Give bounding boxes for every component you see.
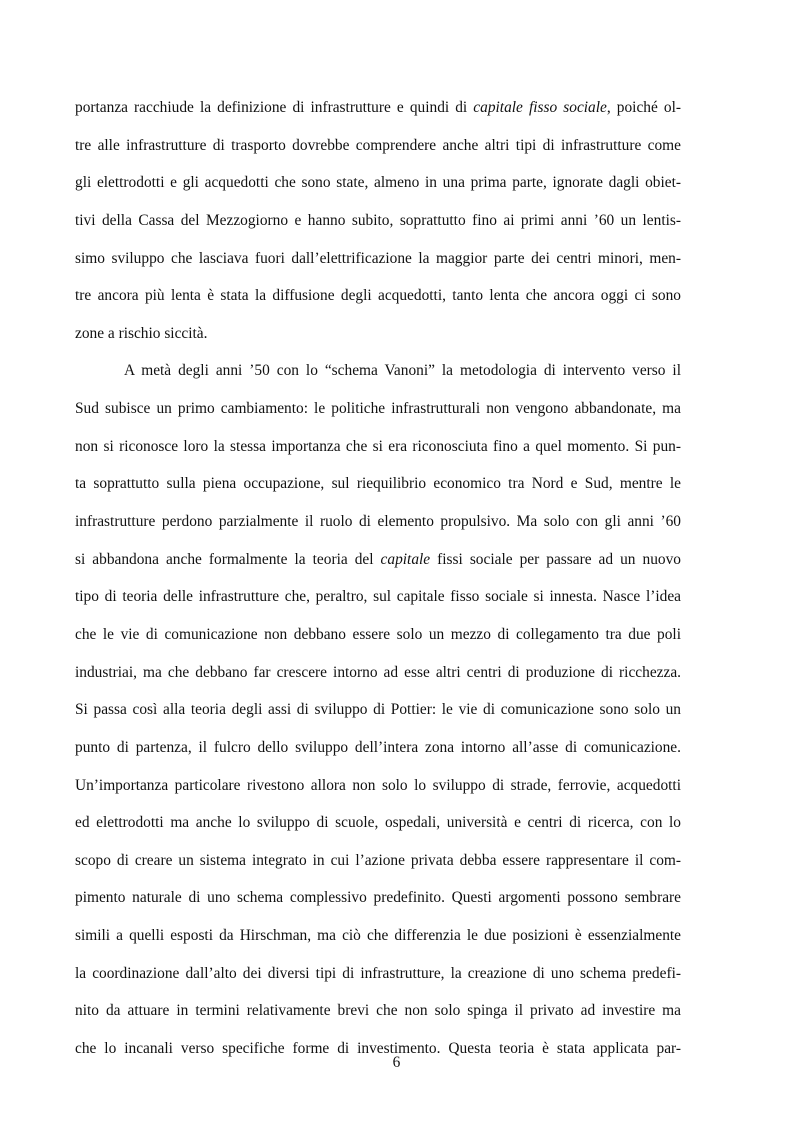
text-line <box>75 691 681 729</box>
text-segment: Si passa così alla teoria degli assi di sviluppo di Pottier: le vie di comunicazione sono solo un <box>75 701 681 719</box>
text-line <box>75 578 681 616</box>
text-segment: infrastrutture perdono parzialmente il ruolo di elemento propulsivo. Ma solo con gli anni ’60 <box>75 513 681 531</box>
text-segment: Sud subisce un primo cambiamento: le politiche infrastrutturali non vengono abbandonate, ma <box>75 400 681 418</box>
text-line <box>75 541 681 579</box>
text-line <box>75 465 681 503</box>
text-segment: fissi sociale per passare ad un nuovo <box>430 550 681 568</box>
text-segment: A metà degli anni ’50 con lo “schema Vanoni” la metodologia di intervento verso il <box>124 362 681 380</box>
text-line <box>75 240 681 278</box>
text-line <box>75 767 681 805</box>
text-line <box>75 277 681 315</box>
text-line <box>75 992 681 1030</box>
text-segment: simili a quelli esposti da Hirschman, ma ciò che differenzia le due posizioni è essenzialmente <box>75 927 681 945</box>
text-line <box>75 164 681 202</box>
page-number: 6 <box>392 1054 401 1071</box>
text-segment: pimento naturale di uno schema complessivo predefinito. Questi argomenti possono sembrare <box>75 889 681 907</box>
body-text <box>75 89 681 1068</box>
text-segment: ta soprattutto sulla piena occupazione, sul riequilibrio economico tra Nord e Sud, mentre le <box>75 475 681 493</box>
text-segment: che lo incanali verso specifiche forme di investimento. Questa teoria è stata applicata par- <box>75 1040 681 1058</box>
text-segment: gli elettrodotti e gli acquedotti che sono state, almeno in una prima parte, ignorate dagli obiet- <box>75 174 681 192</box>
text-segment: , poiché ol- <box>606 99 681 116</box>
text-line <box>75 654 681 692</box>
text-line <box>75 127 681 165</box>
text-line <box>75 729 681 767</box>
text-line <box>75 616 681 654</box>
text-segment: Un’importanza particolare rivestono allora non solo lo sviluppo di strade, ferrovie, acquedotti <box>75 776 681 794</box>
text-segment: zone a rischio siccità. <box>75 324 208 342</box>
text-segment: industriai, ma che debbano far crescere intorno ad esse altri centri di produzione di ricchezza. <box>75 663 681 681</box>
text-line <box>75 89 681 127</box>
text-segment: non si riconosce loro la stessa importanza che si era riconosciuta fino a quel momento. Si pun- <box>75 437 681 455</box>
text-segment: tre ancora più lenta è stata la diffusione degli acquedotti, tanto lenta che ancora oggi ci sono <box>75 287 681 305</box>
text-segment: tivi della Cassa del Mezzogiorno e hanno subito, soprattutto fino ai primi anni ’60 un lentis- <box>75 211 681 229</box>
text-line <box>75 202 681 240</box>
italic-text: capitale <box>380 550 431 568</box>
text-segment: che le vie di comunicazione non debbano essere solo un mezzo di collegamento tra due poli <box>75 625 681 643</box>
text-segment: tre alle infrastrutture di trasporto dovrebbe comprendere anche altri tipi di infrastrutture come <box>75 136 681 154</box>
text-line <box>75 842 681 880</box>
text-segment: scopo di creare un sistema integrato in cui l’azione privata debba essere rappresentare il com- <box>75 851 681 869</box>
text-line <box>75 315 681 353</box>
text-segment: portanza racchiude la definizione di infrastrutture e quindi di <box>75 99 474 116</box>
text-line <box>75 390 681 428</box>
text-line <box>75 503 681 541</box>
text-line <box>75 352 681 390</box>
text-segment: ed elettrodotti ma anche lo sviluppo di scuole, ospedali, università e centri di ricerca, con lo <box>75 814 681 832</box>
text-line <box>75 428 681 466</box>
text-line <box>75 955 681 993</box>
text-line <box>75 879 681 917</box>
text-segment: simo sviluppo che lasciava fuori dall’elettrificazione la maggior parte dei centri minori, men- <box>75 249 681 267</box>
text-segment: la coordinazione dall’alto dei diversi tipi di infrastrutture, la creazione di uno schema predefi- <box>75 964 681 982</box>
text-line <box>75 804 681 842</box>
text-segment: si abbandona anche formalmente la teoria del <box>75 550 381 568</box>
text-line <box>75 917 681 955</box>
text-segment: tipo di teoria delle infrastrutture che, peraltro, sul capitale fisso sociale si innesta. Nasce l’idea <box>75 588 681 606</box>
text-segment: nito da attuare in termini relativamente brevi che non solo spinga il privato ad investire ma <box>75 1002 681 1020</box>
italic-text: capitale fisso sociale <box>473 99 607 116</box>
text-segment: punto di partenza, il fulcro dello sviluppo dell’intera zona intorno all’asse di comunicazione. <box>75 738 681 756</box>
